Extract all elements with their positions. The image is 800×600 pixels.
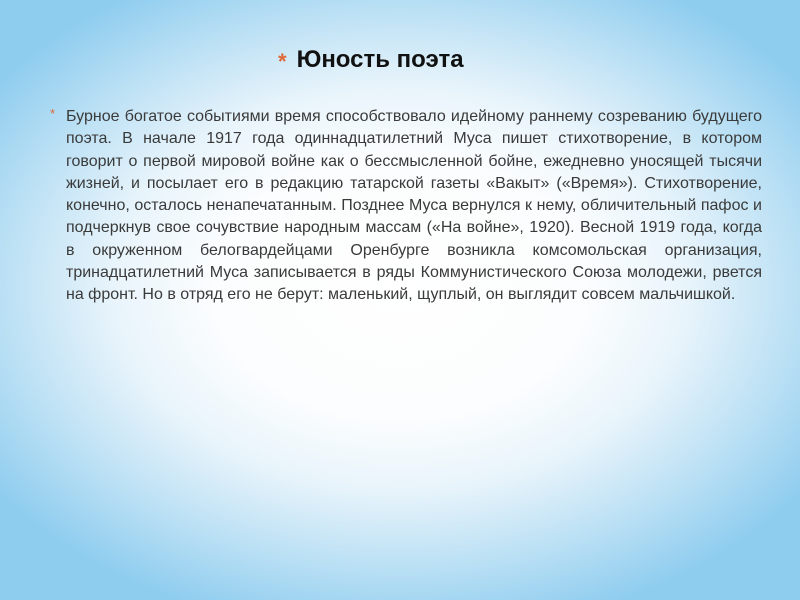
body-bullet-icon: *	[50, 106, 56, 121]
slide-body	[50, 106, 762, 307]
slide-title-row	[278, 48, 464, 72]
slide-title: Юность поэта	[296, 46, 464, 73]
title-bullet-icon: *	[278, 49, 287, 74]
body-paragraph: Бурное богатое событиями время способствовало идейному раннему созреванию будущего поэта. В начале 1917 года одиннадцатилетний Муса пишет стихотворение, в котором говорит о первой мировой войне как о бессмысленной бойне, ежедневно уносящей тысячи жизней, и посылает его в редакцию татарской газеты «Вакыт» («Время»). Стихотворение, конечно, осталось ненапечатанным. Позднее Муса вернулся к нему, обличительный пафос и подчеркнув свое сочувствие народным массам («На войне», 1920). Весной 1919 года, когда в окруженном белогвардейцами Оренбурге возникла комсомольская организация, тринадцатилетний Муса записывается в ряды Коммунистического Союза молодежи, рвется на фронт. Но в отряд его не берут: маленький, щуплый, он выглядит совсем мальчишкой.	[66, 108, 762, 304]
